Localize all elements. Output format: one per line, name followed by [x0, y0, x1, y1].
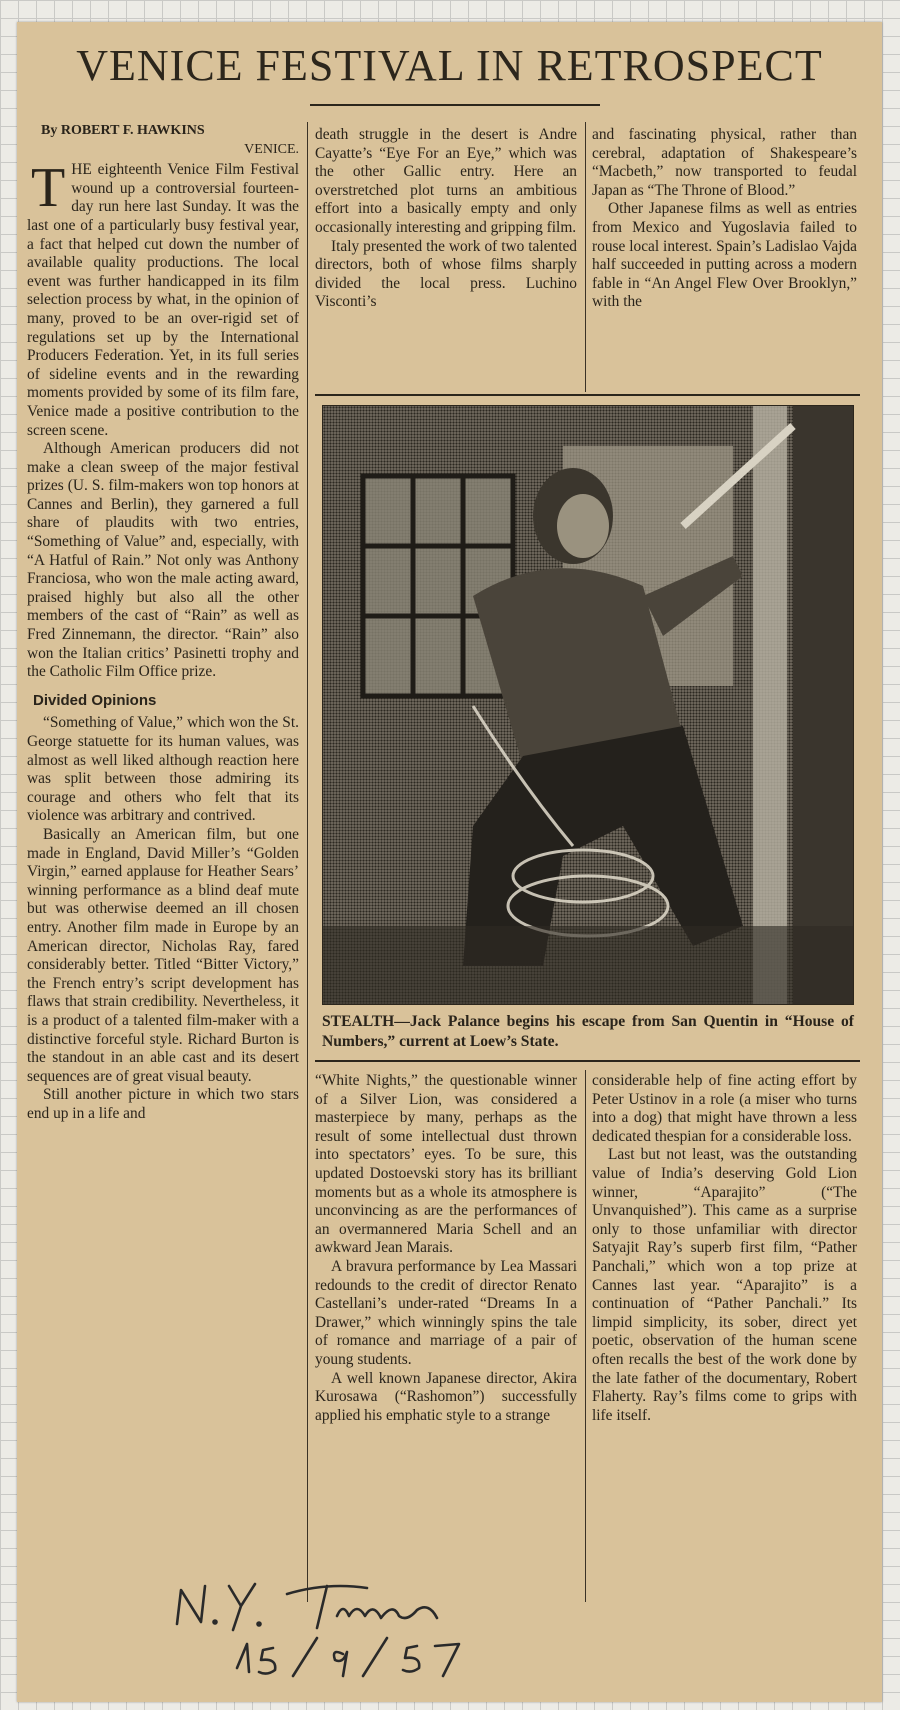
- paragraph: Basically an American film, but one made in England, David Miller’s “Golden Virgin,” earned applause for Heather Sears’ winning performance as a blind deaf mute but was otherwise deemed an ill chosen entry. Another film made in Europe by an American director, Nicholas Ray, fared considerably better. Titled “Bitter Victory,” the French entry’s script development has flaws that strain credibility. Nevertheless, it is a product of a talented film-maker with a distinctive forceful style. Richard Burton is the standout in an able cast and its desert sequences are of great visual beauty.: [27, 825, 299, 1085]
- dateline: VENICE.: [244, 141, 299, 157]
- paragraph: Last but not least, was the outstanding value of India’s deserving Gold Lion winner, “Aparajito” (“The Unvanquished”). This came as a surprise only to those unfamiliar with director Satyajit Ray’s superb first film, “Pather Panchali,” which won a top prize at Cannes last year. “Aparajito” is a continuation of “Pather Panchali.” Its limpid simplicity, its sober, direct yet poetic, observation of the human scene often recalls the best of the work done by the late father of the documentary, Robert Flaherty. Ray’s films come to grips with life itself.: [592, 1146, 857, 1424]
- photo-top-rule: [315, 394, 860, 396]
- byline: By ROBERT F. HAWKINS: [41, 123, 205, 138]
- column-divider: [585, 1070, 586, 1602]
- handwritten-source-note: [167, 1572, 567, 1682]
- lead-paragraph: [27, 157, 299, 440]
- photo-illustration: [323, 406, 853, 1004]
- film-still-photo: [322, 405, 854, 1005]
- paragraph: “White Nights,” the questionable winner of a Silver Lion, was considered a masterpiece by many, perhaps as the result of some intellectual dust thrown into spectators’ eyes. To be sure, this updated Dostoevski story has its brilliant moments but as a whole its atmosphere is unconvincing as are the performances of an overmannered Maria Schell and an awkward Jean Marais.: [315, 1072, 577, 1257]
- paragraph: and fascinating physical, rather than cerebral, adaptation of Shakespeare’s “Macbeth,” now transported to feudal Japan as “The Throne of Blood.”: [592, 126, 857, 199]
- subheading: Divided Opinions: [33, 691, 157, 709]
- paragraph: A well known Japanese director, Akira Kurosawa (“Rashomon”) successfully applied his emphatic style to a strange: [315, 1369, 577, 1424]
- column-2-bottom: [315, 1072, 577, 1425]
- column-2-top: [315, 126, 577, 312]
- caption-bottom-rule: [315, 1060, 860, 1062]
- column-3-bottom: [592, 1072, 857, 1425]
- drop-cap: T: [31, 157, 66, 220]
- column-divider: [307, 122, 308, 1602]
- paragraph: Italy presented the work of two talented directors, both of whose films sharply divided the local press. Luchino Visconti’s: [315, 237, 577, 311]
- paragraph: death struggle in the desert is Andre Cayatte’s “Eye For an Eye,” which was the other Gallic entry. Here an overstretched plot turns an ambitious effort into a basically empty and only occasionally interesting and gripping film.: [315, 126, 577, 236]
- headline-rule: [310, 104, 600, 106]
- photo-caption: STEALTH—Jack Palance begins his escape from San Quentin in “House of Numbers,” current at Loew’s State.: [322, 1013, 854, 1050]
- paragraph: Although American producers did not make a clean sweep of the major festival prizes (U. S. film-makers won top honors at Cannes and Berlin), they garnered a full share of plaudits with two entries, “Something of Value” and, especially, with “A Hatful of Rain.” Not only was Anthony Franciosa, who won the male acting award, praised highly but also all the other members of the cast of “Rain” as well as Fred Zinnemann, the director. “Rain” also won the Italian critics’ Pasinetti trophy and the Catholic Film Office prize.: [27, 440, 299, 681]
- column-divider: [585, 122, 586, 392]
- lead-text: HE eighteenth Venice Film Festival wound up a controversial fourteen-day run here last Sunday. It was the last one of a particularly busy festival year, a fact that helped cut down the number of available quality productions. The local event was further handicapped in its film selection process by what, in the opinion of many, proved to be an over-rigid set of regulations set up by the International Producers Federation. Yet, in its full series of sideline events and in the rewarding moments provided by some of its film fare, Venice made a positive contribution to the screen scene.: [27, 161, 299, 439]
- column-3-top: [592, 126, 857, 312]
- paragraph: Other Japanese films as well as entries from Mexico and Yugoslavia failed to rouse local interest. Spain’s Ladislao Vajda half succeeded in putting across a modern fable in “An Angel Flew Over Brooklyn,” with the: [592, 200, 857, 311]
- article-headline: VENICE FESTIVAL IN RETROSPECT: [76, 41, 823, 90]
- paragraph: considerable help of fine acting effort by Peter Ustinov in a role (a miser who turns into a dog) that might have thrown a less dedicated thespian for a considerable loss.: [592, 1072, 857, 1145]
- newspaper-clipping: [17, 22, 882, 1702]
- paragraph: Still another picture in which two stars end up in a life and: [27, 1086, 299, 1122]
- paragraph: “Something of Value,” which won the St. George statuette for its human values, was almost as well liked although reaction here was split between those admiring its courage and others who felt that its violence was arbitrary and contrived.: [27, 714, 299, 825]
- paragraph: A bravura performance by Lea Massari redounds to the credit of director Renato Castellani’s under-rated “Dreams In a Drawer,” which winningly spins the tale of romance and marriage of a pair of young students.: [315, 1257, 577, 1368]
- column-1: [27, 122, 299, 1123]
